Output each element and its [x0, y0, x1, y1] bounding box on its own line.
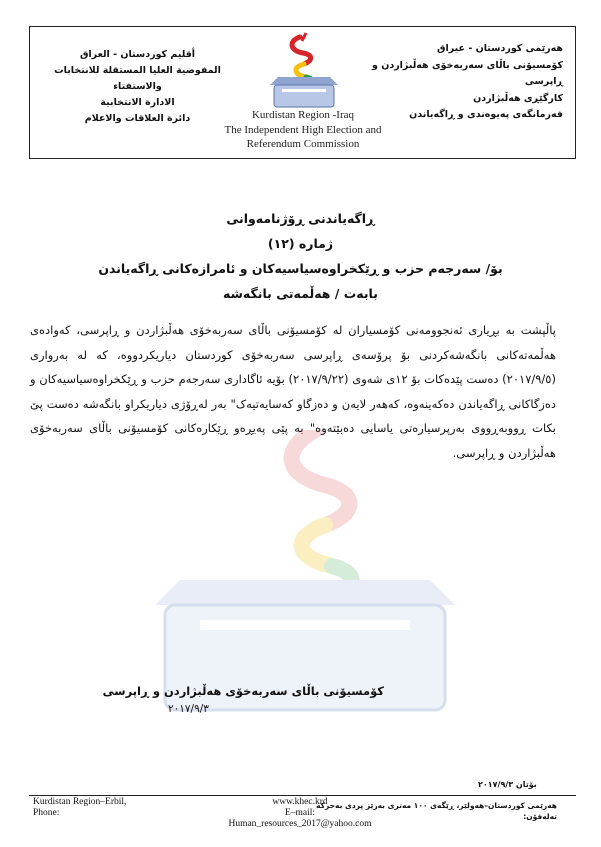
signature-date: ٢٠١٧/٩/٣ — [168, 703, 209, 715]
signature-block — [94, 681, 384, 701]
body-paragraph: پاڵپشت بە بڕیاری ئەنجوومەنی کۆمسیاران لە کۆمسیۆنی باڵای سەربەخۆی هەڵبژاردن و ڕاپرسی، کەوادەی هەڵمەتەکانی بانگەشەکردنی بۆ پرۆسەی ڕاپرسی سەربەخۆی کوردستان دیاریکردووە، کە لە بەرواری (٢٠١٧/٩/٥) دەست پێدەکات بۆ ١٢ی شەوی (٢٠١٧/٩/٢٢) بۆیە ئاگاداری سەرجەم حزب و ڕێکخراوەسیاسیەکان و دەزگاکانی ڕاگەیاندن دەکەینەوە، کەهەر لایەن و دەزگاو کەسایەتیەک" بەر لەڕۆژی دیاریکراو بانگەشە دەست پێ بکات ڕووبەڕووی بەرپرسیارەتی یاسایی دەبێتەوە" بە پێی پەیڕەو ڕێکارەکانی کۆمسیۆنی باڵای سەربەخۆی هەڵبژاردن و ڕاپرسی. — [30, 323, 556, 460]
letterhead-arabic-line: المفوضية العليا المستقلة للانتخابات والاستفتاء — [54, 65, 221, 92]
letterhead-kurdish-line: کارگێڕی هەڵبژاردن — [473, 92, 563, 104]
letterhead-english-line: Kurdistan Region -Iraq — [251, 109, 355, 121]
letterhead-box — [29, 26, 576, 159]
letterhead-arabic-line: دائرة العلاقات والاعلام — [84, 113, 191, 124]
footer-left-line: Phone: — [33, 808, 60, 818]
document-body — [30, 318, 556, 466]
letterhead-kurdish-line: هەرێمی کوردستان - عیراق — [437, 43, 563, 54]
release-number: ژمارە (١٢) — [267, 236, 334, 251]
document-title — [0, 206, 601, 306]
footer-email-link[interactable]: E–mail: Human_resources_2017@yahoo.com — [228, 808, 372, 829]
recipients-line: بۆ/ سەرجەم حزب و ڕێکخراوەسیاسیەکان و ئامرازەکانی ڕاگەیاندن — [98, 261, 503, 276]
commission-logo-icon — [248, 31, 358, 111]
signature-name: کۆمسیۆنی باڵای سەربەخۆی هەڵبژاردن و ڕاپرسی — [102, 684, 384, 698]
press-release-heading: ڕاگەیاندنی ڕۆژنامەوانی — [226, 211, 375, 226]
ballot-box-watermark-icon — [110, 430, 500, 720]
subject-line: بابەت / هەڵمەتی بانگەشە — [223, 286, 378, 301]
footer-address-english — [33, 797, 126, 819]
letterhead-arabic-line: أقليم كوردستان - العراق — [79, 49, 196, 60]
footer-right-line: هەرێمی کوردستان–هەولێر، ڕێگەی ١٠٠ مەتری بەرێز پردی بەحرکە — [316, 801, 557, 810]
letterhead-kurdish-line: فەرمانگەی پەیوەندی و ڕاگەیاندن — [409, 109, 563, 120]
letterhead-kurdish — [363, 41, 563, 124]
footer-left-line: Kurdistan Region–Erbil, — [33, 797, 127, 807]
letterhead-english-line: The Independent High Election and — [224, 123, 382, 136]
footer-right-line: تەلەفۆن: — [523, 812, 557, 821]
footer-website-link[interactable]: www.khec.krd — [272, 797, 328, 807]
footer-divider — [29, 795, 576, 796]
letterhead-arabic-line: الادارة الانتخابية — [100, 97, 175, 108]
letterhead-kurdish-line: کۆمسیۆنی باڵای سەربەخۆی هەڵبژاردن و ڕاپرسی — [372, 59, 563, 87]
issue-date: بۆتان ٢٠١٧/٩/٣ — [478, 780, 537, 789]
letterhead-english-line: Referendum Commission — [246, 138, 360, 150]
footer-address-kurdish — [316, 800, 557, 822]
